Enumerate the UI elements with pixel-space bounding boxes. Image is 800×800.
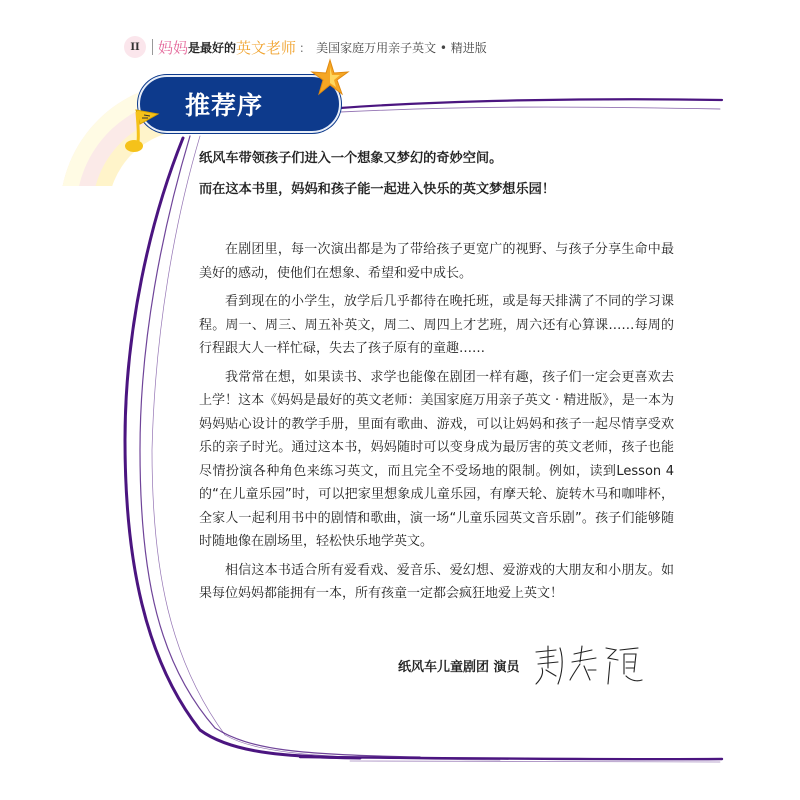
header-colon: ：: [299, 40, 312, 55]
book-title-part2: 是最好的: [188, 40, 237, 55]
flag-icon: [122, 106, 162, 156]
book-title-part3: 英文老师: [236, 38, 297, 57]
book-subtitle: 美国家庭万用亲子英文 • 精进版: [316, 40, 487, 55]
lead-line-1: 纸风车带领孩子们进入一个想象又梦幻的奇妙空间。: [199, 151, 503, 166]
paragraph-4: 相信这本书适合所有爱看戏、爱音乐、爱幻想、爱游戏的大朋友和小朋友。如果每位妈妈都能拥有一本，所有孩童一定都会疯狂地爱上英文！: [199, 562, 674, 601]
lead-line-2: 而在这本书里，妈妈和孩子能一起进入快乐的英文梦想乐园！: [199, 182, 556, 197]
paragraph-1: 在剧团里，每一次演出都是为了带给孩子更宽广的视野、与孩子分享生命中最美好的感动，使他们在想象、希望和爱中成长。: [199, 242, 674, 281]
section-title: 推荐序: [185, 91, 264, 120]
running-header: [124, 36, 487, 58]
header-divider: [152, 39, 153, 55]
star-icon: [310, 58, 350, 98]
book-title-part1: 妈妈: [158, 38, 189, 57]
page-number: II: [124, 36, 146, 58]
handwritten-signature-icon: [530, 640, 645, 690]
foreword-body: [199, 150, 674, 611]
signature-block: [398, 640, 645, 690]
paragraph-3: 我常常在想，如果读书、求学也能像在剧团一样有趣，孩子们一定会更喜欢去上学！这本《妈妈是最好的英文老师：美国家庭万用亲子英文 · 精进版》，是一本为妈妈贴心设计的教学手册，里面有歌曲、游戏，可以让妈妈和孩子一起尽情享受欢乐的亲子时光。通过这本书，妈妈随时可以变身成为最厉害的英文老师，孩子也能尽情扮演各种角色来练习英文，而且完全不受场地的限制。例如，读到Lesson 4的“在儿童乐园”时，可以把家里想象成儿童乐园，有摩天轮、旋转木马和咖啡杯，全家人一起利用书中的剧情和歌曲，演一场“儿童乐园英文音乐剧”。孩子们能够随时随地像在剧场里，轻松快乐地学英文。: [199, 369, 674, 549]
signature-label: 纸风车儿童剧团 演员: [398, 659, 520, 675]
paragraph-2: 看到现在的小学生，放学后几乎都待在晚托班，或是每天排满了不同的学习课程。周一、周三、周五补英文，周二、周四上才艺班，周六还有心算课……每周的行程跟大人一样忙碌，失去了孩子原有的童趣……: [199, 294, 674, 356]
